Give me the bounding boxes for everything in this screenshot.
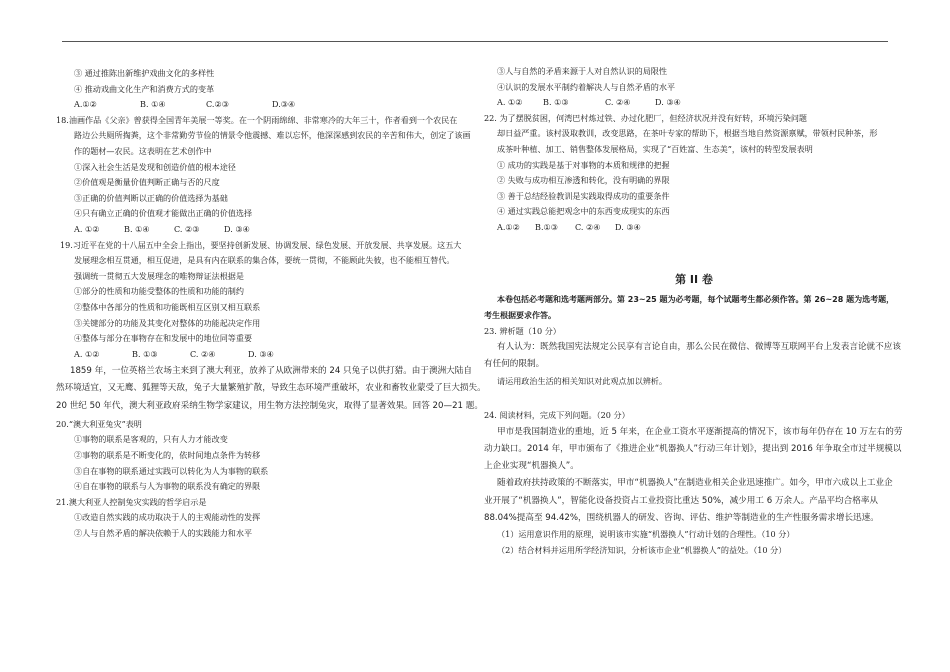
section-note-line-2: 考生根据要求作答。 (484, 310, 556, 320)
q23-task: 请运用政治生活的相关知识对此观点加以辨析。 (497, 375, 667, 386)
answer-b: B. ①④ (140, 99, 166, 110)
q19-option-4: ④整体与部分在事物存在和发展中的地位同等重要 (74, 333, 253, 344)
q21-option-2: ②人与自然矛盾的解决依赖于人的实践能力和水平 (74, 528, 253, 539)
q18-option-3: ③正确的价值判断以正确的价值选择为基础 (74, 192, 228, 203)
answer-a: A. ①② (74, 223, 100, 234)
q24-subquestion-1: （1）运用意识作用的原理，说明该市实施“机器换人”行动计划的合理性。（10 分） (497, 528, 795, 539)
answer-b: B.①③ (535, 221, 559, 232)
q18-answers (56, 222, 476, 238)
q22-option-3: ③ 善于总结经验教训是实践取得成功的重要条件 (497, 190, 670, 201)
q21-option-4: ④认识的发展水平制约着解决人与自然矛盾的水平 (497, 81, 676, 92)
q24-para2-line-2: 业开展了“机器换人”，智能化设备投资占工业投资比重达 50%，减少用工 6 万余人。产品平均合格率从 (484, 495, 879, 506)
q21-option-1: ①改造自然实践的成功取决于人的主观能动性的发挥 (74, 512, 261, 523)
q21-answers (484, 95, 904, 111)
q18-option-4: ④只有确立正确的价值观才能做出正确的价值选择 (74, 208, 253, 219)
q21-stem: 21.澳大利亚人控制兔灾实践的哲学启示是 (56, 496, 207, 507)
answer-b: B. ①③ (132, 348, 158, 359)
q19-stem-line-2: 发展理念相互贯通，相互促进，是具有内在联系的集合体，要统一贯彻，不能顾此失彼，也不能相互替代。 (74, 255, 455, 266)
q24-para1-line-2: 动力缺口。2014 年，甲市颁布了《推进企业“机器换人”行动三年计划》，提出到 2016 年争取全市过半规模以 (484, 443, 902, 454)
q22-option-1: ① 成功的实践是基于对事物的本质和规律的把握 (497, 159, 670, 170)
q18-stem-line-2: 路边公共厕所掏粪，这个非常勤劳节俭的情景令他震撼、难以忘怀，他深深感到农民的辛苦和伟大，创定了该画 (74, 130, 471, 141)
q17-option-3: ③ 通过推陈出新维护戏曲文化的多样性 (74, 68, 215, 78)
q18-stem-line-3: 作的题材—农民。这表明在艺术创作中 (74, 145, 212, 156)
answer-d: D. ③④ (615, 221, 641, 232)
header-rule (62, 41, 888, 42)
q24-para2-line-1: 随着政府扶持政策的不断落实，甲市“机器换人”在制造业相关企业迅速推广。如今，甲市六成以上工业企 (497, 478, 893, 489)
q24-subquestion-2: （2）结合材料并运用所学经济知识，分析该市企业“机器换人”的益处。（10 分） (497, 544, 787, 555)
material-line-2: 然环境适宜，又无鹰、狐狸等天敌，兔子大量繁殖扩散，导致生态环境严重破坏，农业和畜牧业蒙受了巨大损失。 (56, 383, 486, 394)
q23-line-1: 有人认为：既然我国宪法规定公民享有言论自由，那么公民在微信、微博等互联网平台上发表言论就不应该 (497, 342, 901, 353)
section-note-line-1: 本卷包括必考题和选考题两部分。第 23~25 题为必考题，每个试题考生都必须作答。第 26~28 题为选考题， (497, 294, 895, 304)
q22-option-2: ② 失败与成功相互渗透和转化，没有明确的界限 (497, 175, 670, 186)
q19-option-2: ②整体中各部分的性质和功能既相互区别又相互联系 (74, 301, 261, 312)
q22-stem-line-2: 却日益严重。该村汲取教训，改变思路，在茶叶专家的帮助下，根据当地自然资源禀赋，带领村民种茶，形 (497, 128, 878, 139)
material-line-1: 1859 年，一位英格兰农场主来到了澳大利亚，放养了从欧洲带来的 24 只兔子以供打猎。由于澳洲大陆自 (70, 366, 472, 377)
answer-d: D. ③④ (224, 223, 250, 234)
q22-stem-line-3: 成茶叶种植、加工、销售整体发展格局，实现了“百姓富、生态美”，该村的转型发展表明 (497, 143, 813, 154)
q20-option-2: ②事物的联系是不断变化的，依时间地点条件为转移 (74, 450, 261, 461)
right-column (484, 64, 904, 558)
q24-para2-line-3: 88.04%提高至 94.42%，围绕机器人的研发、咨询、评估、维护等制造业的生产性服务需求增长迅速。 (484, 512, 879, 523)
q19-option-1: ①部分的性质和功能受整体的性质和功能的制约 (74, 286, 244, 297)
q20-option-4: ④自在事物的联系与人为事物的联系没有确定的界限 (74, 481, 261, 492)
q20-option-3: ③自在事物的联系通过实践可以转化为人为事物的联系 (74, 465, 269, 476)
q17-answers (56, 97, 476, 113)
q22-stem-line-1: 22. 为了摆脱贫困，何湾巴村炼过铁、办过化肥厂，但经济状况并没有好转，环境污染问题 (484, 112, 808, 123)
q23-line-2: 有任何的限制。 (484, 359, 545, 370)
q22-answers (484, 220, 904, 236)
q18-option-1: ①深入社会生活是发现和创造价值的根本途径 (74, 161, 236, 172)
q24-para1-line-3: 上企业实现“机器换人”。 (484, 461, 579, 472)
answer-d: D. ③④ (655, 97, 681, 108)
q20-stem: 20.“澳大利亚兔灾”表明 (56, 418, 142, 429)
q24-para1-line-1: 甲市是我国制造业的重地，近 5 年来，在企业工资水平逐渐提高的情况下，该市每年仍存在 10 万左右的劳 (497, 426, 903, 437)
answer-d: D.③④ (272, 99, 296, 110)
q18-option-2: ②价值观是衡量价值判断正确与否的尺度 (74, 177, 220, 188)
answer-b: B. ①③ (543, 97, 569, 108)
answer-a: A. ①② (74, 348, 100, 359)
answer-c: C. ②④ (605, 97, 631, 108)
answer-a: A. ①② (497, 97, 523, 108)
answer-c: C. ②④ (190, 348, 216, 359)
answer-c: C. ②③ (174, 223, 200, 234)
q19-option-3: ③关键部分的功能及其变化对整体的功能起决定作用 (74, 317, 261, 328)
q17-option-4: ④ 推动戏曲文化生产和消费方式的变革 (74, 83, 215, 94)
q19-stem-line-1: 19.习近平在党的十八届五中全会上指出，要坚持创新发展、协调发展、绿色发展、开放发展、共享发展。这五大 (60, 239, 462, 250)
answer-a: A.①② (497, 221, 520, 232)
q20-option-1: ①事物的联系是客观的，只有人力才能改变 (74, 434, 228, 445)
answer-a: A.①② (74, 99, 97, 110)
q19-stem-line-3: 强调统一贯彻五大发展理念的唯物辩证法根据是 (74, 270, 244, 281)
q22-option-4: ④ 通过实践总能把观念中的东西变成现实的东西 (497, 206, 670, 217)
q18-stem-line-1: 18.油画作品《父亲》曾获得全国青年美展一等奖。在一个阴雨绵绵、非常寒冷的大年三十，作者看到一个农民在 (56, 114, 458, 125)
material-line-3: 20 世纪 50 年代，澳大利亚政府采纳生物学家建议，用生物方法控制兔灾，取得了显著效果。回答 20—21 题。 (56, 400, 483, 411)
answer-c: C.②③ (206, 99, 229, 110)
section-title: 第 II 卷 (675, 272, 713, 286)
q21-option-3: ③人与自然的矛盾来源于人对自然认识的局限性 (497, 66, 667, 76)
q23-heading: 23. 辨析题（10 分） (484, 325, 561, 336)
q19-answers (56, 347, 476, 363)
answer-b: B. ①④ (124, 223, 150, 234)
answer-c: C. ②④ (575, 221, 601, 232)
q24-heading: 24. 阅读材料，完成下列问题。（20 分） (484, 410, 630, 421)
answer-d: D. ③④ (248, 348, 274, 359)
left-column (56, 66, 486, 542)
